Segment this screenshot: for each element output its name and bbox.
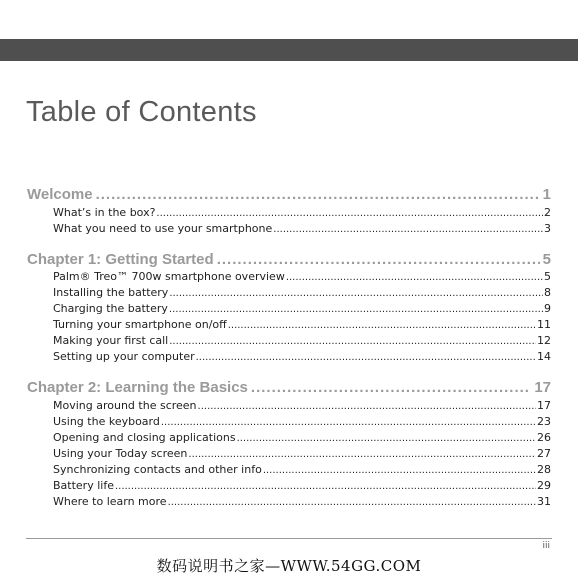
toc-entry[interactable] (53, 286, 551, 302)
leader-dots (188, 449, 536, 460)
leader-dots (161, 417, 536, 428)
entry-title: Where to learn more (53, 495, 167, 508)
footer-rule (26, 538, 552, 539)
entry-page: 23 (537, 415, 551, 428)
toc-entry[interactable] (53, 415, 551, 431)
leader-dots (96, 186, 540, 203)
entry-title: What’s in the box? (53, 206, 156, 219)
entry-title: Making your first call (53, 334, 169, 347)
section-page: 17 (534, 379, 551, 396)
page-title: Table of Contents (26, 96, 257, 128)
leader-dots (169, 288, 543, 299)
toc-section-chapter-1[interactable] (27, 251, 551, 271)
entry-title: Synchronizing contacts and other info (53, 463, 262, 476)
toc-entry[interactable] (53, 479, 551, 495)
entry-page: 9 (544, 302, 551, 315)
section-title: Welcome (27, 186, 93, 203)
leader-dots (196, 352, 536, 363)
leader-dots (251, 379, 531, 396)
leader-dots (217, 251, 540, 268)
section-title: Chapter 1: Getting Started (27, 251, 214, 268)
entry-page: 14 (537, 350, 551, 363)
entry-page: 8 (544, 286, 551, 299)
toc-section-welcome[interactable] (27, 186, 551, 206)
entry-page: 26 (537, 431, 551, 444)
toc-entry[interactable] (53, 495, 551, 511)
entry-title: Turning your smartphone on/off (53, 318, 227, 331)
entry-title: Using the keyboard (53, 415, 160, 428)
entry-page: 17 (537, 399, 551, 412)
entry-title: Charging the battery (53, 302, 168, 315)
leader-dots (263, 465, 536, 476)
leader-dots (115, 481, 536, 492)
leader-dots (198, 401, 536, 412)
entry-title: What you need to use your smartphone (53, 222, 273, 235)
leader-dots (286, 272, 543, 283)
toc-entry[interactable] (53, 431, 551, 447)
toc-entry[interactable] (53, 206, 551, 222)
entry-title: Using your Today screen (53, 447, 188, 460)
entry-page: 29 (537, 479, 551, 492)
leader-dots (273, 224, 543, 235)
toc-section-chapter-2[interactable] (27, 379, 551, 399)
leader-dots (228, 320, 536, 331)
header-bar (0, 39, 578, 61)
leader-dots (237, 433, 536, 444)
page-number: iii (542, 541, 550, 551)
toc-entry[interactable] (53, 463, 551, 479)
toc-entry[interactable] (53, 447, 551, 463)
toc-entry[interactable] (53, 350, 551, 366)
section-title: Chapter 2: Learning the Basics (27, 379, 248, 396)
entry-title: Setting up your computer (53, 350, 195, 363)
leader-dots (156, 208, 543, 219)
entry-page: 11 (537, 318, 551, 331)
toc-entry[interactable] (53, 270, 551, 286)
entry-title: Battery life (53, 479, 114, 492)
entry-title: Opening and closing applications (53, 431, 236, 444)
entry-title: Moving around the screen (53, 399, 197, 412)
toc-entry[interactable] (53, 318, 551, 334)
entry-page: 2 (544, 206, 551, 219)
leader-dots (169, 304, 543, 315)
section-page: 5 (542, 251, 551, 268)
entry-page: 3 (544, 222, 551, 235)
entry-page: 31 (537, 495, 551, 508)
entry-page: 5 (544, 270, 551, 283)
entry-title: Palm® Treo™ 700w smartphone overview (53, 270, 285, 283)
leader-dots (169, 336, 536, 347)
toc-entry[interactable] (53, 222, 551, 238)
toc-entry[interactable] (53, 334, 551, 350)
toc-entry[interactable] (53, 302, 551, 318)
watermark-text: 数码说明书之家—WWW.54GG.COM (156, 557, 422, 575)
entry-page: 28 (537, 463, 551, 476)
section-page: 1 (542, 186, 551, 203)
entry-title: Installing the battery (53, 286, 169, 299)
entry-page: 12 (537, 334, 551, 347)
entry-page: 27 (537, 447, 551, 460)
toc-entry[interactable] (53, 399, 551, 415)
leader-dots (168, 497, 536, 508)
